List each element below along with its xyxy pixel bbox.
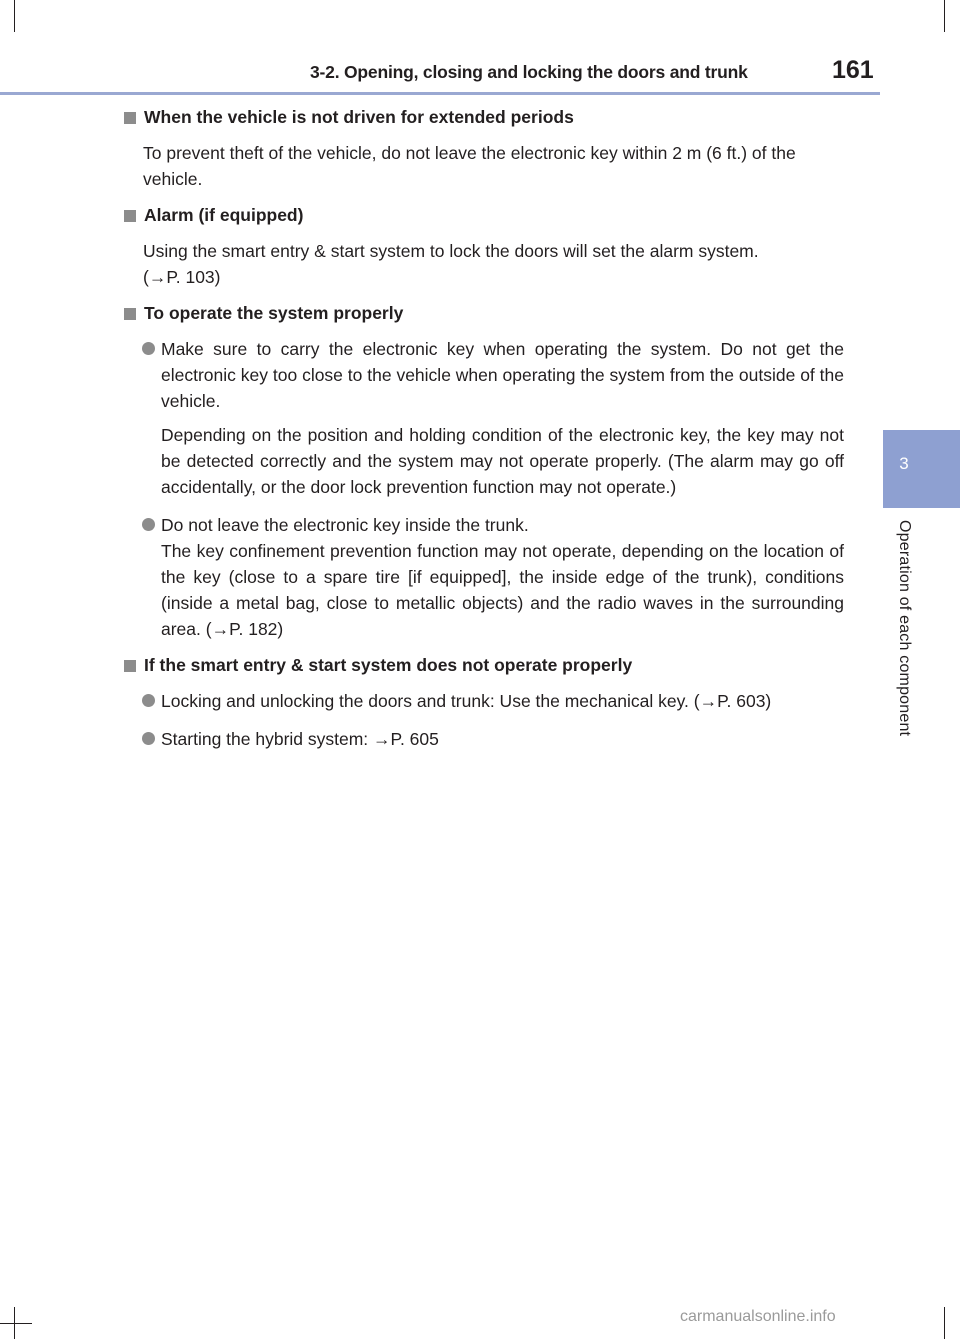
round-bullet-icon bbox=[142, 518, 155, 531]
section-heading: To operate the system properly bbox=[124, 303, 844, 324]
crop-mark-bottom-left-horizontal bbox=[0, 1323, 32, 1324]
crop-mark-top-left-vertical bbox=[14, 0, 15, 32]
round-bullet-icon bbox=[142, 694, 155, 707]
header-rule bbox=[0, 92, 880, 95]
round-bullet-icon bbox=[142, 342, 155, 355]
section-title: 3-2. Opening, closing and locking the doors and trunk bbox=[310, 62, 748, 82]
square-bullet-icon bbox=[124, 308, 136, 320]
section-alarm bbox=[124, 205, 844, 290]
crop-mark-top-right-vertical bbox=[944, 0, 945, 32]
crop-mark-bottom-right-vertical bbox=[944, 1307, 945, 1339]
section-operate-properly bbox=[124, 303, 844, 642]
section-not-operate-properly bbox=[124, 655, 844, 752]
section-text: To prevent theft of the vehicle, do not leave the electronic key within 2 m (6 ft.) of the vehicle. bbox=[143, 143, 796, 189]
square-bullet-icon bbox=[124, 210, 136, 222]
chapter-title: Operation of each component bbox=[896, 520, 913, 737]
list-item: Locking and unlocking the doors and trunk: Use the mechanical key. (→P. 603) bbox=[161, 688, 844, 714]
section-heading: Alarm (if equipped) bbox=[124, 205, 844, 226]
list-item-note: Depending on the position and holding condition of the electronic key, the key may not be detected correctly and the system may not operate properly. (The alarm may go off accidentally, or the door lock prevention function may not operate.) bbox=[161, 425, 844, 497]
page-number: 161 bbox=[832, 56, 874, 84]
section-heading: If the smart entry & start system does not operate properly bbox=[124, 655, 844, 676]
page-reference: (→P. 103) bbox=[143, 267, 221, 287]
list-item: Do not leave the electronic key inside the trunk. The key confinement prevention function may not operate, depending on the location of the key (close to a spare tire [if equipped], the inside edge of the trunk), conditions (inside a metal bag, close to metallic objects) and the radio waves in the surrounding area. (→P. 182) bbox=[161, 512, 844, 642]
section-extended-periods bbox=[124, 107, 844, 192]
page-content bbox=[124, 107, 844, 752]
round-bullet-icon bbox=[142, 732, 155, 745]
list-item: Starting the hybrid system: →P. 605 bbox=[161, 726, 844, 752]
section-text: Using the smart entry & start system to lock the doors will set the alarm system. (→P. 103) bbox=[143, 241, 759, 287]
chapter-tab bbox=[883, 430, 960, 508]
chapter-number: 3 bbox=[899, 454, 909, 473]
list-item: Make sure to carry the electronic key when operating the system. Do not get the electronic key too close to the vehicle when operating the system from the outside of the vehicle. bbox=[161, 336, 844, 414]
watermark: carmanualsonline.info bbox=[680, 1308, 836, 1325]
square-bullet-icon bbox=[124, 112, 136, 124]
square-bullet-icon bbox=[124, 660, 136, 672]
section-heading: When the vehicle is not driven for extended periods bbox=[124, 107, 844, 128]
